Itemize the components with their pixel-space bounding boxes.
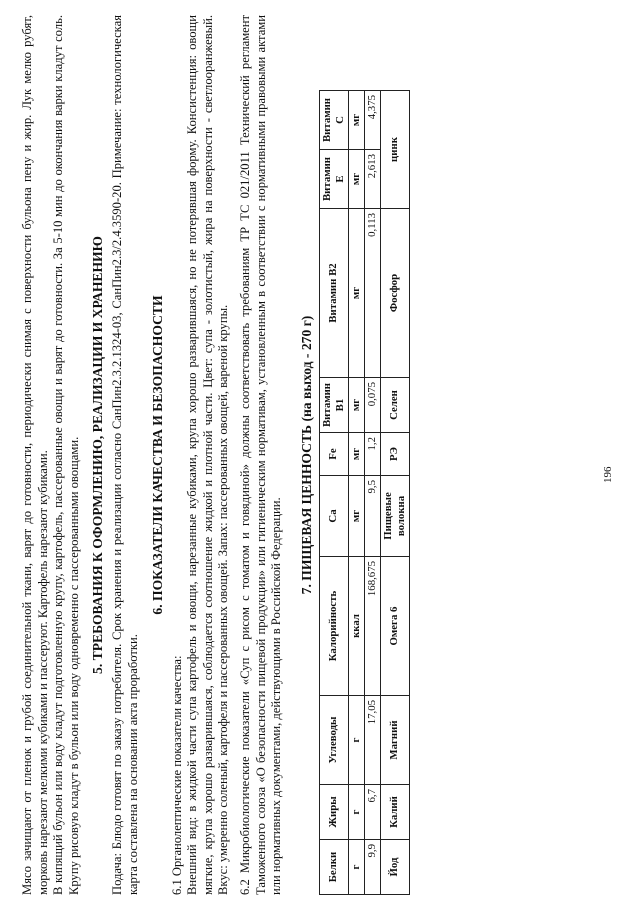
section-5-title: 5. ТРЕБОВАНИЯ К ОФОРМЛЕНИЮ, РЕАЛИЗАЦИИ И ХРАНЕНИЮ <box>90 236 106 674</box>
table-unit-row <box>348 91 364 895</box>
section-7-title-main: 7. ПИЩЕВАЯ ЦЕННОСТЬ <box>298 424 314 595</box>
table-cell: 168,675 <box>364 557 380 696</box>
table-cell: 17,05 <box>364 696 380 785</box>
table-cell: Витамин В1 <box>319 378 348 433</box>
table-cell: мг <box>348 91 364 150</box>
table-cell: РЭ <box>380 433 409 476</box>
table-cell: 9,5 <box>364 476 380 557</box>
table-cell: Калорийность <box>319 557 348 696</box>
table-cell: г <box>348 785 364 840</box>
table-cell: г <box>348 696 364 785</box>
section-6-1-body: Внешний вид: в жидкой части супа картофель и овощи, нарезанные кубиками, крупа хорошо разварившаяся, но не потерявшая форму. Консистенция: овощи мягкие, крупа хорошо разварившаяся, соблюдается соотношение жидкой и плотной части. Цвет: супа - золотистый, жира на поверхности - светлооранжевый. Вкус: умеренно соленый, картофеля и пассерованных овощей. Запах: пассерованных овощей, вареной крупы. <box>185 15 231 895</box>
table-cell: Омега 6 <box>380 557 409 696</box>
section-5-text: Подача: Блюдо готовят по заказу потребителя. Срок хранения и реализации согласно СанПин2.3.2.1324-03, СанПин2.3/2.4.3590-20. Примечание: технологическая карта составлена на основании акта проработки. <box>110 15 140 895</box>
table-cell: Калий <box>380 785 409 840</box>
table-cell: 4,375 <box>364 91 380 150</box>
table-cell: мг <box>348 433 364 476</box>
table-cell: г <box>348 840 364 895</box>
table-cell: Витамин С <box>319 91 348 150</box>
table-cell: Ca <box>319 476 348 557</box>
table-cell: Белки <box>319 840 348 895</box>
table-cell: цинк <box>380 91 409 209</box>
nutrition-table <box>319 90 410 895</box>
table-cell: Магний <box>380 696 409 785</box>
page-number: 196 <box>602 466 614 483</box>
section-7-subtitle: (на выход - 270 г) <box>298 315 314 422</box>
table-header-row <box>319 91 348 895</box>
table-cell: ккал <box>348 557 364 696</box>
section-6-1-head: 6.1 Органолептические показатели качества: <box>169 655 184 895</box>
table-cell: 6,7 <box>364 785 380 840</box>
table-value-row <box>364 91 380 895</box>
table-cell: Жиры <box>319 785 348 840</box>
section-6-title: 6. ПОКАЗАТЕЛИ КАЧЕСТВА И БЕЗОПАСНОСТИ <box>149 295 165 615</box>
section-6-2: 6.2 Микробиологические показатели «Суп с рисом с томатом и говядиной» должны соответствовать требованиям ТР ТС 021/2011 Технический регламент Таможенного союза «О безопасности пищевой продукции» или гигиеническим нормативам, установленным в соответствии с нормативными правовыми актами или нормативных документами, действующими в Российской Федерации. <box>237 15 284 895</box>
intro-paragraph-1: Мясо зачищают от пленок и грубой соединительной ткани, варят до готовности, периодически снимая с поверхности бульона пену и жир. Лук мелко рубят, морковь нарезают мелкими кубиками и пассеруют. Картофель нарезают кубиками. <box>20 15 50 895</box>
table-cell: мг <box>348 476 364 557</box>
table-cell: 1,2 <box>364 433 380 476</box>
table-cell: мг <box>348 209 364 378</box>
table-cell: 0,075 <box>364 378 380 433</box>
table-cell: мг <box>348 378 364 433</box>
table-cell: Фосфор <box>380 209 409 378</box>
table-cell: Fe <box>319 433 348 476</box>
table-cell: Селен <box>380 378 409 433</box>
section-7-title <box>299 15 315 895</box>
table-cell: 0,113 <box>364 209 380 378</box>
table-cell: Йод <box>380 840 409 895</box>
rotated-page <box>20 15 620 895</box>
table-cell: 2,613 <box>364 150 380 209</box>
table-cell: Витамин В2 <box>319 209 348 378</box>
intro-paragraph-2: В кипящий бульон или воду кладут подготовленную крупу, картофель, пассерованные овощи и варят до готовности. За 5-10 мин до окончания варки кладут соль. Крупу рисовую кладут в бульон или воду одновременно с пассерованными овощами. <box>51 15 81 895</box>
table-cell: мг <box>348 150 364 209</box>
table-cell: 9,9 <box>364 840 380 895</box>
table-cell: Углеводы <box>319 696 348 785</box>
table-cell: Витамин Е <box>319 150 348 209</box>
table-cell: Пищевые волокна <box>380 476 409 557</box>
table-mineral-row <box>380 91 409 895</box>
